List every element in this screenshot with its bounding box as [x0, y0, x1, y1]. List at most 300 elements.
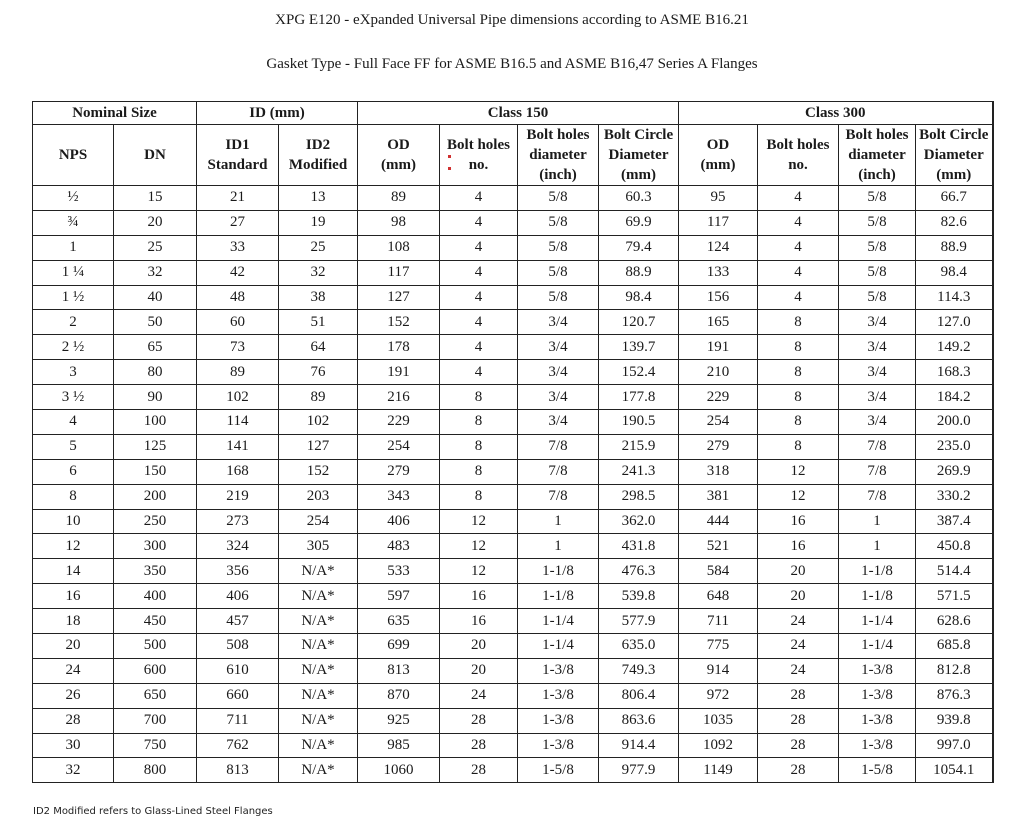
- cell-nps: 20: [33, 634, 114, 659]
- cell-id2: N/A*: [279, 559, 358, 584]
- cell-nps: 28: [33, 708, 114, 733]
- cell-bolt-holes-dia-150: 7/8: [518, 434, 599, 459]
- cell-od-300: 95: [679, 186, 758, 211]
- cell-bolt-holes-dia-300: 3/4: [839, 360, 916, 385]
- cell-od-150: 89: [358, 186, 440, 211]
- cell-dn: 125: [114, 434, 197, 459]
- cell-bolt-circle-300: 149.2: [916, 335, 993, 360]
- cell-bolt-circle-300: 450.8: [916, 534, 993, 559]
- cell-id1: 141: [197, 434, 279, 459]
- cell-bolt-circle-300: 514.4: [916, 559, 993, 584]
- table-row: [33, 360, 993, 385]
- cell-id1: 406: [197, 584, 279, 609]
- cell-bolt-holes-dia-300: 1-3/8: [839, 708, 916, 733]
- cell-bolt-holes-dia-300: 1-3/8: [839, 733, 916, 758]
- cell-od-150: 98: [358, 210, 440, 235]
- cell-id2: N/A*: [279, 683, 358, 708]
- header-id1: ID1 Standard: [197, 125, 279, 186]
- cell-bolt-holes-no-300: 4: [758, 260, 839, 285]
- cell-bolt-circle-150: 749.3: [599, 658, 679, 683]
- cell-bolt-holes-dia-150: 3/4: [518, 310, 599, 335]
- cell-bolt-holes-no-150: 12: [440, 559, 518, 584]
- cell-od-150: 1060: [358, 758, 440, 783]
- cell-bolt-holes-dia-300: 1: [839, 534, 916, 559]
- header-bolt-holes-no-150: Bolt holes no.: [440, 125, 518, 186]
- cell-od-300: 972: [679, 683, 758, 708]
- table-row: [33, 758, 993, 783]
- cell-od-300: 648: [679, 584, 758, 609]
- cell-bolt-holes-no-150: 8: [440, 434, 518, 459]
- cell-id2: 51: [279, 310, 358, 335]
- cell-od-150: 635: [358, 609, 440, 634]
- cell-dn: 25: [114, 235, 197, 260]
- cell-od-150: 117: [358, 260, 440, 285]
- cell-dn: 500: [114, 634, 197, 659]
- cell-bolt-holes-no-150: 8: [440, 410, 518, 435]
- table-row: [33, 310, 993, 335]
- cell-dn: 20: [114, 210, 197, 235]
- cell-bolt-holes-dia-300: 5/8: [839, 186, 916, 211]
- header-dn: DN: [114, 125, 197, 186]
- cell-bolt-circle-150: 635.0: [599, 634, 679, 659]
- cell-bolt-holes-dia-150: 1-3/8: [518, 708, 599, 733]
- cell-bolt-circle-300: 1054.1: [916, 758, 993, 783]
- cell-bolt-holes-dia-150: 5/8: [518, 186, 599, 211]
- cell-bolt-circle-150: 476.3: [599, 559, 679, 584]
- cell-bolt-holes-dia-150: 5/8: [518, 260, 599, 285]
- cell-bolt-circle-300: 168.3: [916, 360, 993, 385]
- cell-bolt-holes-dia-300: 1-1/4: [839, 634, 916, 659]
- cell-nps: 30: [33, 733, 114, 758]
- cell-bolt-holes-no-150: 4: [440, 335, 518, 360]
- cell-od-150: 279: [358, 459, 440, 484]
- cell-bolt-holes-no-300: 28: [758, 758, 839, 783]
- cell-dn: 600: [114, 658, 197, 683]
- cell-bolt-circle-300: 200.0: [916, 410, 993, 435]
- cell-bolt-holes-no-150: 20: [440, 634, 518, 659]
- cell-nps: 5: [33, 434, 114, 459]
- table-row: [33, 484, 993, 509]
- cell-bolt-holes-dia-300: 1-3/8: [839, 658, 916, 683]
- cell-bolt-circle-150: 577.9: [599, 609, 679, 634]
- cell-bolt-holes-no-300: 8: [758, 434, 839, 459]
- header-id-mm: ID (mm): [197, 102, 358, 125]
- cell-bolt-holes-dia-150: 1-3/8: [518, 683, 599, 708]
- cell-od-300: 124: [679, 235, 758, 260]
- cell-bolt-circle-300: 939.8: [916, 708, 993, 733]
- cell-bolt-holes-no-150: 4: [440, 260, 518, 285]
- cell-bolt-holes-dia-300: 1-1/8: [839, 584, 916, 609]
- cell-od-300: 584: [679, 559, 758, 584]
- header-od-150: OD (mm): [358, 125, 440, 186]
- cell-bolt-holes-no-300: 24: [758, 658, 839, 683]
- cell-nps: 24: [33, 658, 114, 683]
- cell-bolt-holes-dia-150: 3/4: [518, 385, 599, 410]
- header-class-150: Class 150: [358, 102, 679, 125]
- cell-bolt-circle-150: 139.7: [599, 335, 679, 360]
- cell-bolt-circle-150: 190.5: [599, 410, 679, 435]
- cell-id1: 762: [197, 733, 279, 758]
- table-row: [33, 683, 993, 708]
- cell-bolt-holes-dia-150: 1-5/8: [518, 758, 599, 783]
- header-bolt-holes-dia-150: Bolt holes diameter (inch): [518, 125, 599, 186]
- cell-bolt-holes-no-300: 8: [758, 385, 839, 410]
- cell-id2: 203: [279, 484, 358, 509]
- cell-bolt-holes-dia-300: 5/8: [839, 260, 916, 285]
- cell-od-150: 343: [358, 484, 440, 509]
- cell-bolt-holes-dia-150: 1-1/8: [518, 584, 599, 609]
- table-row: [33, 634, 993, 659]
- cell-bolt-holes-dia-150: 5/8: [518, 285, 599, 310]
- cell-id1: 660: [197, 683, 279, 708]
- cell-od-300: 279: [679, 434, 758, 459]
- cell-bolt-circle-150: 120.7: [599, 310, 679, 335]
- cell-dn: 250: [114, 509, 197, 534]
- cell-id2: 152: [279, 459, 358, 484]
- footnote: ID2 Modified refers to Glass-Lined Steel Flanges: [33, 806, 273, 817]
- cell-bolt-holes-no-300: 20: [758, 559, 839, 584]
- cell-id1: 273: [197, 509, 279, 534]
- cell-bolt-holes-no-300: 8: [758, 310, 839, 335]
- cell-od-150: 813: [358, 658, 440, 683]
- cell-bolt-circle-150: 88.9: [599, 260, 679, 285]
- cell-od-150: 597: [358, 584, 440, 609]
- cell-bolt-circle-300: 184.2: [916, 385, 993, 410]
- cell-bolt-holes-dia-150: 1-3/8: [518, 658, 599, 683]
- cell-bolt-holes-no-150: 4: [440, 210, 518, 235]
- cell-od-300: 210: [679, 360, 758, 385]
- cell-bolt-holes-dia-150: 1: [518, 509, 599, 534]
- cell-od-150: 870: [358, 683, 440, 708]
- cell-bolt-holes-no-150: 8: [440, 484, 518, 509]
- cell-bolt-circle-150: 362.0: [599, 509, 679, 534]
- cell-nps: 32: [33, 758, 114, 783]
- cell-bolt-holes-no-150: 28: [440, 733, 518, 758]
- cell-id2: 89: [279, 385, 358, 410]
- cell-dn: 650: [114, 683, 197, 708]
- cell-bolt-holes-no-300: 16: [758, 509, 839, 534]
- cell-bolt-holes-no-300: 4: [758, 285, 839, 310]
- cell-od-300: 914: [679, 658, 758, 683]
- cell-bolt-holes-dia-150: 7/8: [518, 484, 599, 509]
- cell-bolt-circle-300: 812.8: [916, 658, 993, 683]
- cell-bolt-holes-no-300: 12: [758, 459, 839, 484]
- cell-dn: 400: [114, 584, 197, 609]
- cell-id1: 102: [197, 385, 279, 410]
- cell-nps: 14: [33, 559, 114, 584]
- cell-bolt-holes-no-150: 4: [440, 235, 518, 260]
- cell-od-300: 254: [679, 410, 758, 435]
- cell-dn: 65: [114, 335, 197, 360]
- cell-id1: 33: [197, 235, 279, 260]
- cell-bolt-circle-300: 66.7: [916, 186, 993, 211]
- cell-nps: 18: [33, 609, 114, 634]
- cell-od-150: 699: [358, 634, 440, 659]
- document-title: XPG E120 - eXpanded Universal Pipe dimensions according to ASME B16.21: [275, 12, 749, 28]
- cell-dn: 100: [114, 410, 197, 435]
- cell-id2: 76: [279, 360, 358, 385]
- header-bolt-circle-300: Bolt Circle Diameter (mm): [916, 125, 993, 186]
- header-od-300: OD (mm): [679, 125, 758, 186]
- cell-bolt-holes-dia-150: 7/8: [518, 459, 599, 484]
- cell-id1: 356: [197, 559, 279, 584]
- cell-od-150: 925: [358, 708, 440, 733]
- cell-bolt-holes-dia-300: 1-3/8: [839, 683, 916, 708]
- cell-id2: N/A*: [279, 584, 358, 609]
- cell-bolt-circle-300: 387.4: [916, 509, 993, 534]
- cell-bolt-holes-dia-300: 1: [839, 509, 916, 534]
- cell-bolt-holes-dia-300: 7/8: [839, 459, 916, 484]
- cell-bolt-holes-no-150: 28: [440, 708, 518, 733]
- cell-dn: 40: [114, 285, 197, 310]
- cell-nps: 1 ½: [33, 285, 114, 310]
- cell-bolt-holes-no-150: 12: [440, 534, 518, 559]
- cell-nps: ¾: [33, 210, 114, 235]
- cell-nps: 4: [33, 410, 114, 435]
- cell-od-300: 318: [679, 459, 758, 484]
- table-row: [33, 260, 993, 285]
- cell-nps: 3: [33, 360, 114, 385]
- cell-bolt-holes-no-300: 4: [758, 210, 839, 235]
- cell-od-300: 229: [679, 385, 758, 410]
- cell-nps: 16: [33, 584, 114, 609]
- cell-id1: 813: [197, 758, 279, 783]
- cell-bolt-circle-150: 98.4: [599, 285, 679, 310]
- cell-bolt-holes-no-150: 16: [440, 609, 518, 634]
- header-bolt-holes-no-300: Bolt holes no.: [758, 125, 839, 186]
- cell-id2: 64: [279, 335, 358, 360]
- cell-id2: 254: [279, 509, 358, 534]
- cell-bolt-holes-no-150: 28: [440, 758, 518, 783]
- cell-bolt-holes-dia-300: 3/4: [839, 310, 916, 335]
- cell-bolt-holes-no-300: 16: [758, 534, 839, 559]
- table-row: [33, 733, 993, 758]
- cell-bolt-holes-no-150: 12: [440, 509, 518, 534]
- cell-bolt-holes-dia-150: 3/4: [518, 360, 599, 385]
- cell-bolt-holes-dia-150: 1-1/4: [518, 609, 599, 634]
- cell-bolt-circle-150: 863.6: [599, 708, 679, 733]
- cell-dn: 450: [114, 609, 197, 634]
- cell-od-150: 152: [358, 310, 440, 335]
- cell-bolt-holes-dia-300: 1-5/8: [839, 758, 916, 783]
- red-marker: [448, 167, 451, 170]
- cell-id2: 305: [279, 534, 358, 559]
- cell-bolt-holes-no-300: 8: [758, 360, 839, 385]
- cell-bolt-holes-dia-150: 1-1/4: [518, 634, 599, 659]
- cell-bolt-circle-150: 60.3: [599, 186, 679, 211]
- cell-id1: 21: [197, 186, 279, 211]
- header-nominal-size: Nominal Size: [33, 102, 197, 125]
- cell-od-150: 127: [358, 285, 440, 310]
- table-row: [33, 410, 993, 435]
- cell-dn: 50: [114, 310, 197, 335]
- cell-id1: 168: [197, 459, 279, 484]
- cell-id2: N/A*: [279, 634, 358, 659]
- cell-id1: 219: [197, 484, 279, 509]
- table-row: [33, 708, 993, 733]
- cell-bolt-holes-no-300: 28: [758, 708, 839, 733]
- cell-od-150: 985: [358, 733, 440, 758]
- cell-id2: 25: [279, 235, 358, 260]
- table-row: [33, 335, 993, 360]
- cell-bolt-circle-150: 298.5: [599, 484, 679, 509]
- table-row: [33, 658, 993, 683]
- cell-id1: 27: [197, 210, 279, 235]
- cell-bolt-circle-300: 82.6: [916, 210, 993, 235]
- cell-dn: 200: [114, 484, 197, 509]
- cell-bolt-holes-no-300: 24: [758, 634, 839, 659]
- cell-bolt-circle-300: 114.3: [916, 285, 993, 310]
- cell-bolt-holes-dia-150: 3/4: [518, 410, 599, 435]
- cell-bolt-holes-no-300: 12: [758, 484, 839, 509]
- cell-bolt-circle-300: 88.9: [916, 235, 993, 260]
- cell-bolt-holes-no-150: 8: [440, 459, 518, 484]
- cell-id1: 60: [197, 310, 279, 335]
- table-body: [33, 186, 993, 783]
- cell-bolt-holes-dia-150: 5/8: [518, 235, 599, 260]
- cell-bolt-circle-300: 876.3: [916, 683, 993, 708]
- cell-od-300: 1035: [679, 708, 758, 733]
- cell-bolt-circle-150: 152.4: [599, 360, 679, 385]
- cell-id2: 102: [279, 410, 358, 435]
- table-row: [33, 285, 993, 310]
- cell-bolt-circle-300: 628.6: [916, 609, 993, 634]
- cell-bolt-holes-no-300: 20: [758, 584, 839, 609]
- cell-nps: 1 ¼: [33, 260, 114, 285]
- table-row: [33, 434, 993, 459]
- cell-bolt-holes-dia-300: 1-1/4: [839, 609, 916, 634]
- cell-id2: N/A*: [279, 758, 358, 783]
- cell-bolt-holes-no-300: 28: [758, 733, 839, 758]
- cell-bolt-holes-dia-300: 5/8: [839, 285, 916, 310]
- cell-bolt-holes-no-150: 4: [440, 310, 518, 335]
- table-row: [33, 385, 993, 410]
- cell-nps: 2 ½: [33, 335, 114, 360]
- cell-od-300: 156: [679, 285, 758, 310]
- cell-bolt-circle-300: 330.2: [916, 484, 993, 509]
- cell-od-300: 1149: [679, 758, 758, 783]
- cell-id1: 508: [197, 634, 279, 659]
- cell-id1: 324: [197, 534, 279, 559]
- cell-dn: 80: [114, 360, 197, 385]
- cell-dn: 800: [114, 758, 197, 783]
- table-row: [33, 509, 993, 534]
- cell-bolt-holes-no-150: 4: [440, 360, 518, 385]
- cell-bolt-circle-150: 806.4: [599, 683, 679, 708]
- header-id2: ID2 Modified: [279, 125, 358, 186]
- cell-bolt-holes-no-300: 8: [758, 335, 839, 360]
- cell-dn: 32: [114, 260, 197, 285]
- cell-bolt-holes-no-150: 8: [440, 385, 518, 410]
- cell-id1: 42: [197, 260, 279, 285]
- cell-nps: 10: [33, 509, 114, 534]
- table-row: [33, 609, 993, 634]
- pipe-dimensions-table: [32, 101, 994, 783]
- cell-od-300: 381: [679, 484, 758, 509]
- cell-id2: 127: [279, 434, 358, 459]
- cell-bolt-holes-no-150: 16: [440, 584, 518, 609]
- cell-od-150: 191: [358, 360, 440, 385]
- cell-bolt-holes-no-300: 28: [758, 683, 839, 708]
- cell-od-300: 165: [679, 310, 758, 335]
- cell-od-150: 406: [358, 509, 440, 534]
- cell-bolt-holes-no-300: 8: [758, 410, 839, 435]
- cell-od-300: 775: [679, 634, 758, 659]
- table-row: [33, 534, 993, 559]
- table-row: [33, 584, 993, 609]
- cell-id1: 48: [197, 285, 279, 310]
- document-subtitle: Gasket Type - Full Face FF for ASME B16.5 and ASME B16,47 Series A Flanges: [266, 56, 758, 72]
- cell-bolt-holes-dia-300: 5/8: [839, 210, 916, 235]
- cell-bolt-circle-300: 235.0: [916, 434, 993, 459]
- table-row: [33, 235, 993, 260]
- cell-bolt-holes-no-300: 24: [758, 609, 839, 634]
- cell-nps: 26: [33, 683, 114, 708]
- cell-bolt-circle-150: 177.8: [599, 385, 679, 410]
- header-bolt-holes-dia-300: Bolt holes diameter (inch): [839, 125, 916, 186]
- cell-dn: 90: [114, 385, 197, 410]
- cell-bolt-holes-no-150: 20: [440, 658, 518, 683]
- cell-dn: 300: [114, 534, 197, 559]
- cell-bolt-circle-300: 685.8: [916, 634, 993, 659]
- cell-od-150: 254: [358, 434, 440, 459]
- cell-bolt-circle-300: 269.9: [916, 459, 993, 484]
- table-row: [33, 559, 993, 584]
- cell-od-300: 521: [679, 534, 758, 559]
- cell-bolt-holes-dia-300: 3/4: [839, 385, 916, 410]
- cell-od-150: 216: [358, 385, 440, 410]
- cell-dn: 150: [114, 459, 197, 484]
- cell-bolt-circle-150: 977.9: [599, 758, 679, 783]
- cell-bolt-holes-dia-300: 1-1/8: [839, 559, 916, 584]
- cell-bolt-holes-dia-300: 3/4: [839, 335, 916, 360]
- cell-bolt-holes-dia-150: 3/4: [518, 335, 599, 360]
- cell-id1: 73: [197, 335, 279, 360]
- cell-bolt-holes-no-150: 4: [440, 285, 518, 310]
- cell-od-300: 444: [679, 509, 758, 534]
- red-marker: [448, 155, 451, 158]
- cell-bolt-holes-no-150: 4: [440, 186, 518, 211]
- cell-id2: 32: [279, 260, 358, 285]
- cell-id1: 711: [197, 708, 279, 733]
- cell-od-300: 117: [679, 210, 758, 235]
- header-bolt-circle-150: Bolt Circle Diameter (mm): [599, 125, 679, 186]
- cell-bolt-holes-dia-300: 5/8: [839, 235, 916, 260]
- cell-bolt-holes-dia-150: 1-1/8: [518, 559, 599, 584]
- cell-bolt-holes-dia-150: 1: [518, 534, 599, 559]
- cell-bolt-holes-dia-150: 5/8: [518, 210, 599, 235]
- cell-od-300: 1092: [679, 733, 758, 758]
- cell-bolt-circle-150: 215.9: [599, 434, 679, 459]
- cell-od-300: 133: [679, 260, 758, 285]
- cell-bolt-circle-150: 79.4: [599, 235, 679, 260]
- cell-od-150: 533: [358, 559, 440, 584]
- cell-id2: N/A*: [279, 708, 358, 733]
- cell-bolt-circle-150: 914.4: [599, 733, 679, 758]
- cell-nps: 2: [33, 310, 114, 335]
- cell-bolt-circle-150: 69.9: [599, 210, 679, 235]
- table-row: [33, 459, 993, 484]
- cell-bolt-circle-150: 241.3: [599, 459, 679, 484]
- cell-id2: 38: [279, 285, 358, 310]
- cell-id1: 114: [197, 410, 279, 435]
- cell-bolt-holes-no-300: 4: [758, 186, 839, 211]
- cell-id1: 610: [197, 658, 279, 683]
- cell-od-300: 191: [679, 335, 758, 360]
- table-row: [33, 186, 993, 211]
- cell-nps: 6: [33, 459, 114, 484]
- cell-bolt-holes-no-300: 4: [758, 235, 839, 260]
